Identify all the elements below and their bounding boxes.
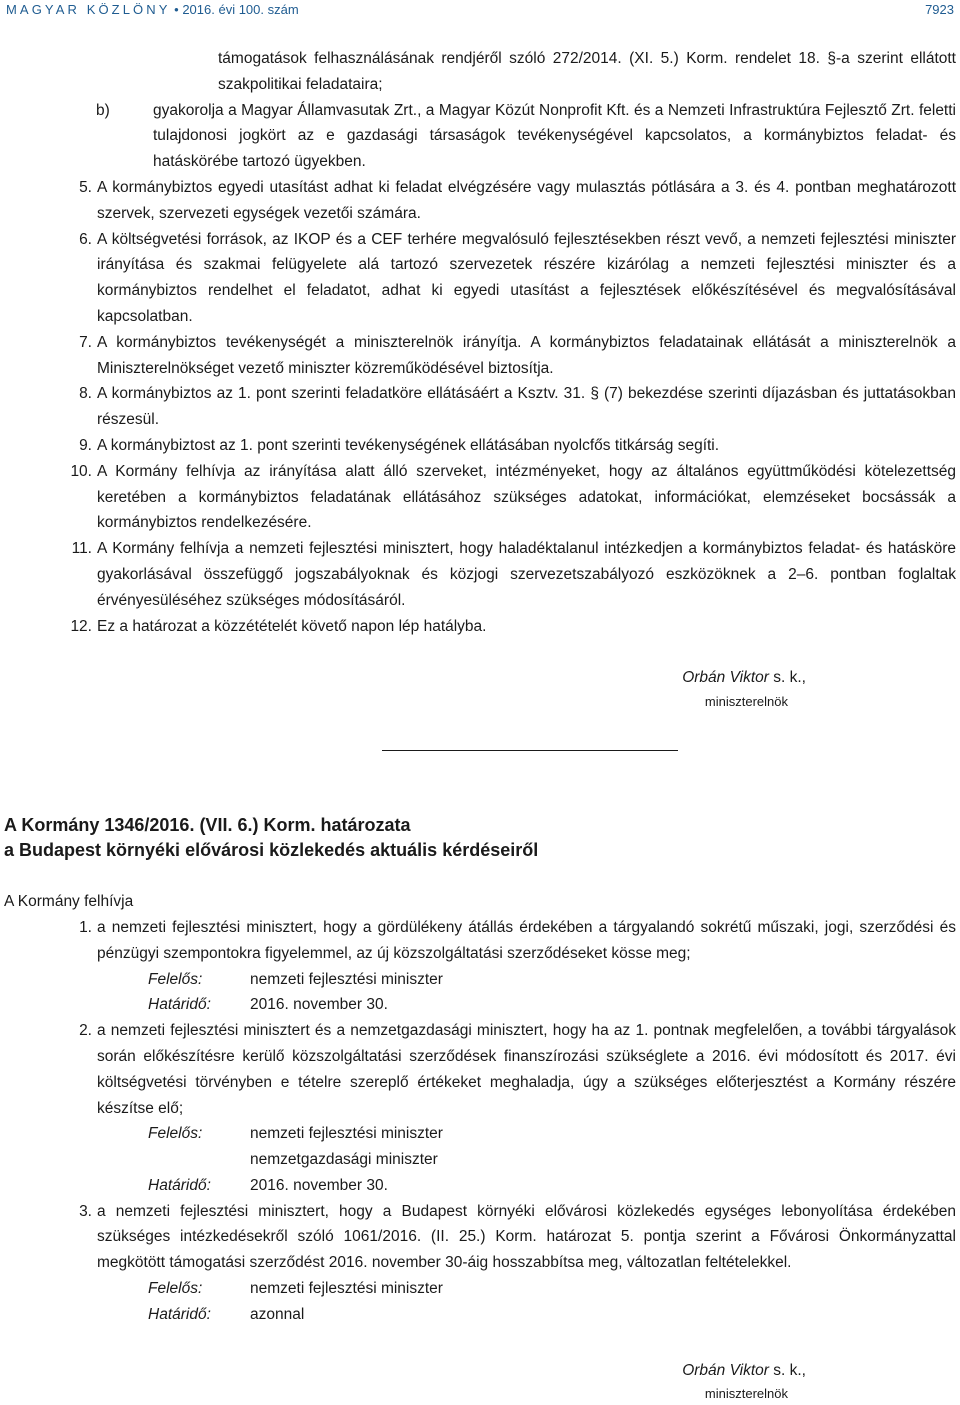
resolution-point (0, 1018, 960, 1121)
point-number: 1. (79, 918, 92, 936)
numbered-point (0, 459, 960, 536)
point-number: 11. (71, 540, 92, 558)
previous-resolution-items (0, 175, 960, 639)
responsible-value: nemzeti fejlesztési miniszter (250, 1280, 443, 1298)
responsible-value: nemzeti fejlesztési miniszter (250, 970, 443, 988)
deadline-row (0, 992, 960, 1018)
deadline-label: Határidő: (148, 1176, 211, 1194)
signature-block-2 (0, 1358, 960, 1405)
page-header (6, 0, 954, 26)
numbered-point (0, 330, 960, 382)
responsible-row (0, 967, 960, 993)
numbered-point (0, 381, 960, 433)
deadline-value: azonnal (250, 1305, 305, 1323)
resolution-point (0, 915, 960, 967)
point-number: 2. (79, 1022, 92, 1040)
deadline-row (0, 1173, 960, 1199)
issue-label: 2016. évi 100. szám (182, 2, 299, 17)
responsible-value: nemzetgazdasági miniszter (250, 1151, 438, 1169)
header-left (6, 2, 299, 17)
point-number: 10. (70, 462, 92, 480)
continued-paragraph: támogatások felhasználásának rendjéről szóló 272/2014. (XI. 5.) Korm. rendelet 18. §-a szerint ellátott szakpolitikai feladataira; (218, 50, 956, 93)
signature-block (0, 665, 960, 713)
responsible-label: Felelős: (148, 970, 203, 988)
point-text: A kormánybiztost az 1. pont szerinti tevékenységének ellátásában nyolcfős titkárság segíti. (97, 436, 720, 454)
point-number: 8. (79, 385, 92, 403)
point-number: 3. (79, 1202, 92, 1220)
responsible-row (0, 1121, 960, 1147)
point-text: a nemzeti fejlesztési minisztert, hogy a gördülékeny átállás érdekében a tárgyalandó sokrétű műszaki, jogi, szerződési és pénzügyi szempontokra figyelemmel, az új közszolgáltatási szerződéseket kösse meg; (97, 918, 956, 962)
resolution-title-line2: a Budapest környéki elővárosi közlekedés aktuális kérdéseiről (4, 840, 539, 861)
point-number: 9. (79, 436, 92, 454)
bullet-separator: • (174, 2, 179, 17)
signatory-role: miniszterelnök (704, 1386, 788, 1402)
deadline-value: 2016. november 30. (250, 996, 388, 1014)
point-number: 7. (79, 333, 92, 351)
signatory-name: Orbán Viktor (682, 1361, 769, 1379)
point-text: A kormánybiztos tevékenységét a miniszterelnök irányítja. A kormánybiztos feladatainak ellátását a miniszterelnök a Miniszterelnökséget vezető miniszter közreműködésével biztosítja. (97, 333, 956, 377)
responsible-row (0, 1147, 960, 1173)
subpoint-b (0, 98, 960, 175)
resolution-intro: A Kormány felhívja (4, 893, 134, 911)
numbered-point (0, 433, 960, 459)
signatory-role: miniszterelnök (704, 694, 788, 710)
numbered-point (0, 614, 960, 640)
deadline-row (0, 1302, 960, 1328)
resolution-point (0, 1199, 960, 1276)
responsible-label (148, 1147, 250, 1173)
point-text: A kormánybiztos az 1. pont szerinti feladatköre ellátásáért a Ksztv. 31. § (7) bekezdése szerinti díjazásban és juttatásokban részesül. (97, 385, 956, 429)
publication-name: MAGYAR KÖZLÖNY (6, 2, 171, 17)
point-text: A Kormány felhívja az irányítása alatt álló szerveket, intézményeket, hogy az általános együttműködési kötelezettség keretében a kormánybiztos feladatának ellátásához szükséges adatokat, információkat, elemzéseket bocsássák a kormánybiztos rendelkezésére. (97, 462, 956, 532)
responsible-row (0, 1276, 960, 1302)
subpoint-label: b) (96, 101, 110, 119)
numbered-point (0, 175, 960, 227)
resolution-items (0, 915, 960, 1328)
point-text: a nemzeti fejlesztési minisztert, hogy a Budapest környéki elővárosi közlekedés egységes lebonyolítása érdekében szükséges intézkedésekről szóló 1061/2016. (II. 25.) Korm. határozat 5. pontja szerint a Fővárosi Önkormányzattal megkötött támogatási szerződést 2016. november 30-áig hosszabbítsa meg, változatlan feltételekkel. (97, 1202, 956, 1272)
deadline-value: 2016. november 30. (250, 1176, 388, 1194)
deadline-label: Határidő: (148, 1305, 211, 1323)
point-text: A kormánybiztos egyedi utasítást adhat ki feladat elvégzésére vagy mulasztás pótlására a 3. és 4. pontban meghatározott szervek, szervezeti egységek vezetői számára. (97, 178, 956, 222)
responsible-label: Felelős: (148, 1125, 203, 1143)
point-text: Ez a határozat a közzétételét követő napon lép hatályba. (97, 617, 487, 635)
numbered-point (0, 227, 960, 330)
point-text: A költségvetési források, az IKOP és a CEF terhére megvalósuló fejlesztésekben részt vevő, a nemzeti fejlesztési miniszter irányítása és szakmai felügyelete alá tartozó szervezetek részére kizárólag a nemzeti fejlesztési miniszter és a kormánybiztos rendelhet el feladatot, adhat ki egyedi utasítást a fejlesztések előkészítésével és megvalósításával kapcsolatban. (97, 230, 956, 325)
responsible-label: Felelős: (148, 1280, 203, 1298)
signatory-suffix: s. k., (768, 1361, 806, 1379)
subpoint-text: gyakorolja a Magyar Államvasutak Zrt., a Magyar Közút Nonprofit Kft. és a Nemzeti Infrastruktúra Fejlesztő Zrt. feletti tulajdonosi jogkört az e gazdasági társaságok tevékenységével kapcsolatos, a kormánybiztos feladat- és hatáskörébe tartozó ügyekben. (153, 101, 956, 171)
point-number: 12. (70, 617, 92, 635)
page-number: 7923 (925, 2, 954, 17)
deadline-label: Határidő: (148, 996, 211, 1014)
signatory-suffix: s. k., (768, 669, 806, 687)
page-content (0, 46, 960, 1405)
signatory-name: Orbán Viktor (682, 669, 769, 687)
resolution-title-line1: A Kormány 1346/2016. (VII. 6.) Korm. határozata (4, 815, 411, 836)
responsible-value: nemzeti fejlesztési miniszter (250, 1125, 443, 1143)
point-number: 5. (79, 178, 92, 196)
point-number: 6. (79, 230, 92, 248)
point-text: A Kormány felhívja a nemzeti fejlesztési minisztert, hogy haladéktalanul intézkedjen a kormánybiztos feladat- és hatásköre gyakorlásával összefüggő jogszabályoknak és közjogi szervezetszabályozó eszközöknek a 2–6. pontban foglaltak érvényesüléséhez szükséges módosításáról. (97, 540, 956, 609)
numbered-point (0, 536, 960, 613)
point-text: a nemzeti fejlesztési minisztert és a nemzetgazdasági minisztert, hogy ha az 1. pontnak megfelelően, a további tárgyalások során előkészítésre kerülő közszolgáltatási szerződések finanszírozási szükséglete a 2016. évi módosított és 2017. évi költségvetési törvényben e tételre szereplő értékeket meghaladja, úgy a szükséges előterjesztést a Kormány részére készítse elő; (97, 1022, 956, 1117)
